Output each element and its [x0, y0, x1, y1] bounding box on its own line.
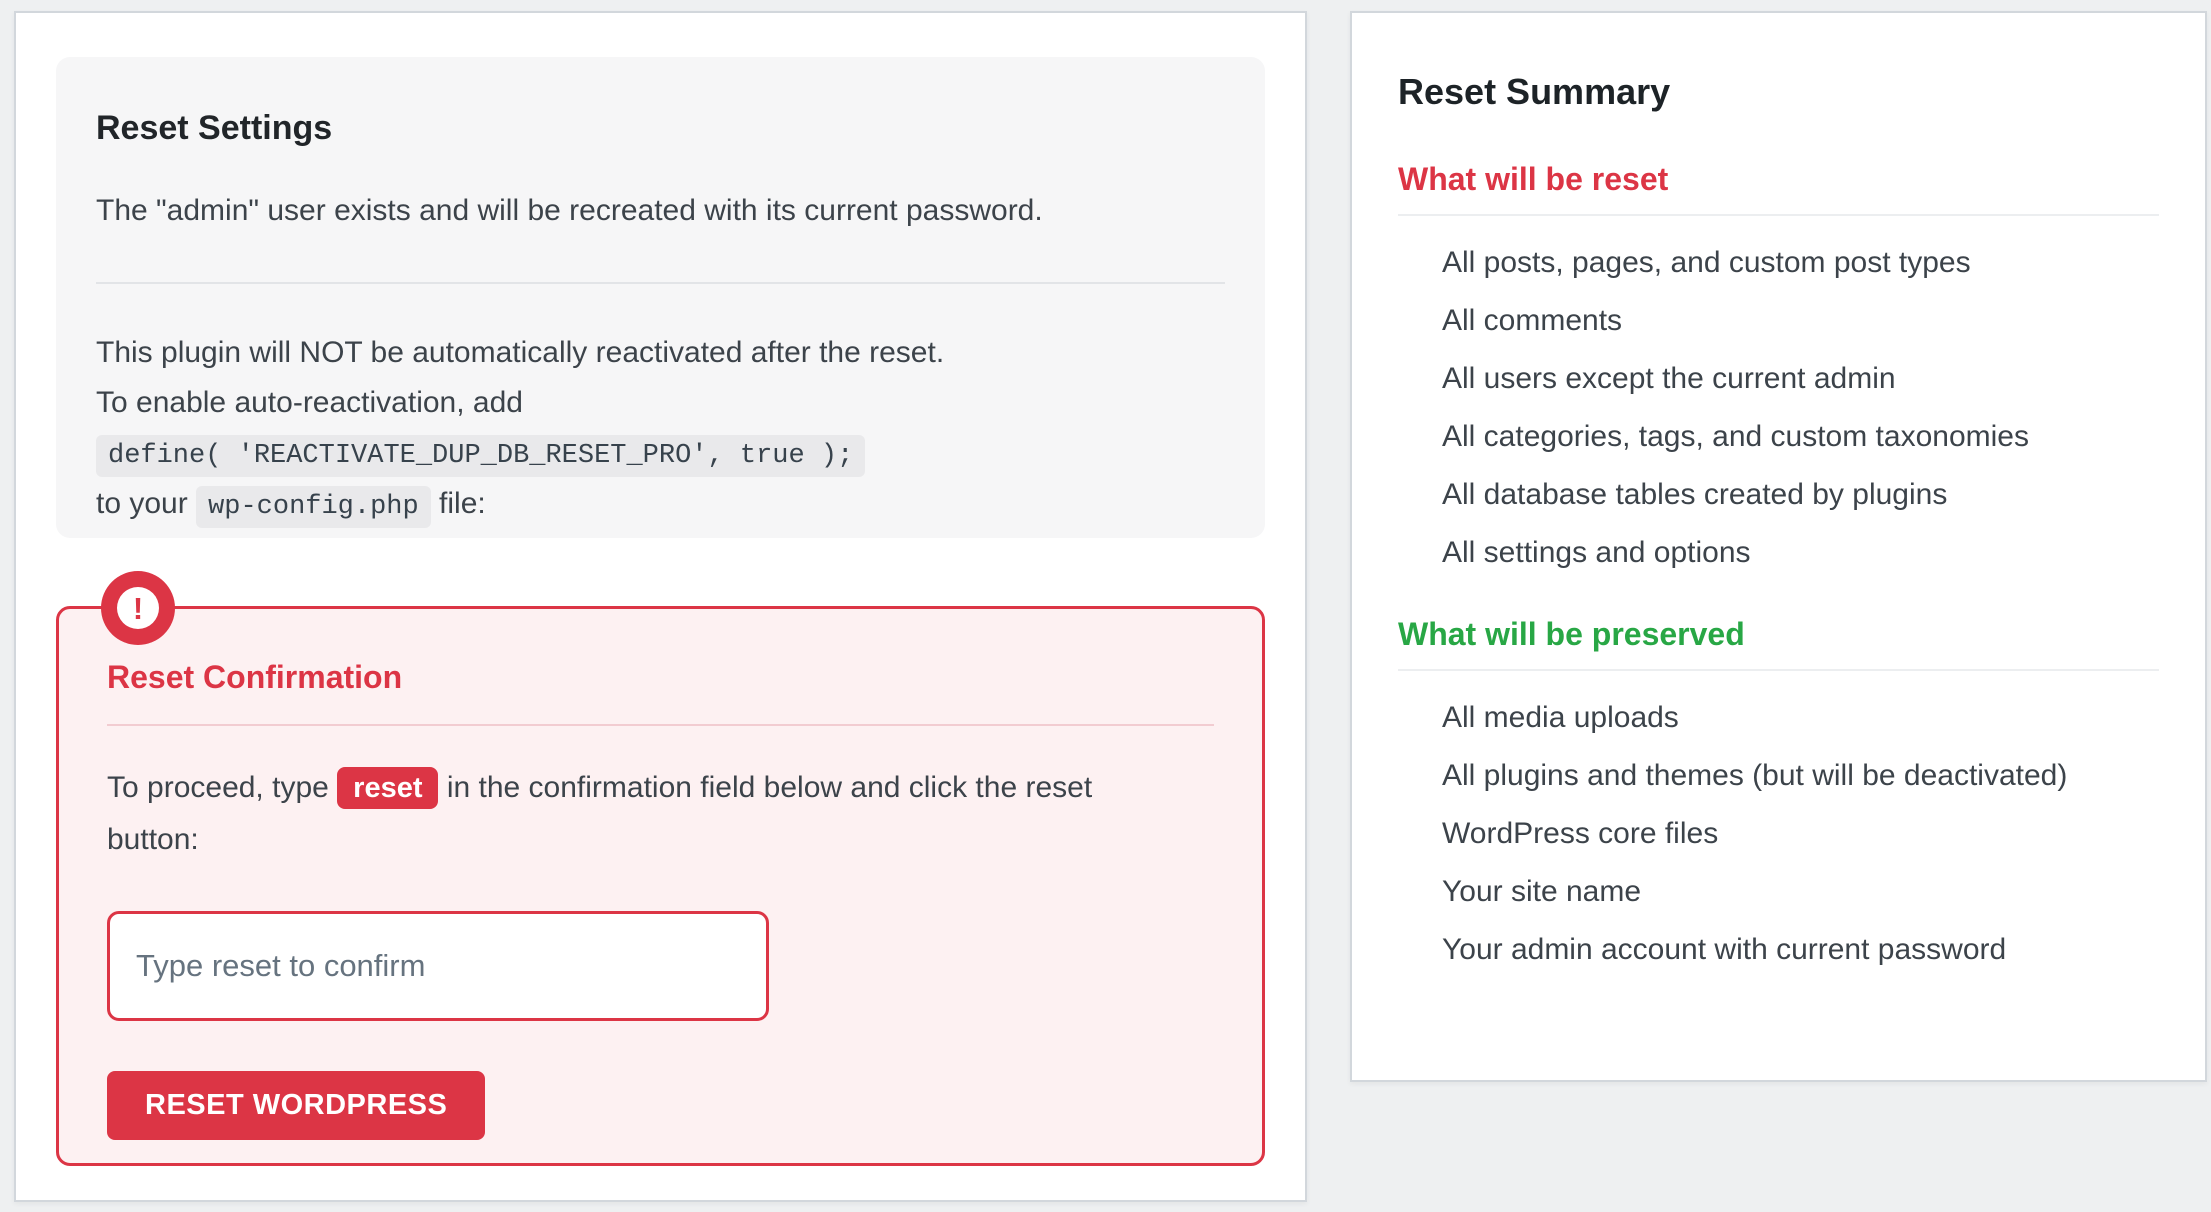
- list-item: All users except the current admin: [1442, 362, 1896, 395]
- reset-items-list: [1398, 248, 2159, 568]
- reactivation-line3-suffix: file:: [439, 487, 486, 521]
- list-item: Your admin account with current password: [1442, 933, 2007, 966]
- list-item: All database tables created by plugins: [1442, 478, 1948, 511]
- reset-confirmation-title: Reset Confirmation: [107, 659, 403, 695]
- preserved-section-divider: [1398, 669, 2159, 671]
- reset-summary-title: Reset Summary: [1398, 71, 1671, 112]
- config-file-code-chip: wp-config.php: [196, 486, 431, 528]
- reset-confirm-input[interactable]: [107, 911, 769, 1021]
- instruction-suffix: in the confirmation field below and click the reset button:: [107, 771, 1093, 856]
- confirmation-divider: [107, 724, 1214, 726]
- exclamation-glyph: !: [117, 587, 159, 629]
- reset-keyword-badge: reset: [337, 767, 438, 809]
- warning-icon: [101, 571, 175, 645]
- reactivation-note: [96, 328, 1225, 530]
- reset-confirmation-section: [56, 590, 1265, 1166]
- list-item: All posts, pages, and custom post types: [1442, 246, 1971, 279]
- reset-summary-panel: [1350, 11, 2207, 1082]
- reactivation-line1: This plugin will NOT be automatically reactivated after the reset.: [96, 336, 945, 369]
- list-item: All media uploads: [1442, 701, 1679, 734]
- what-will-be-reset-heading: What will be reset: [1398, 161, 1669, 197]
- reset-settings-title: Reset Settings: [96, 109, 333, 147]
- list-item: WordPress core files: [1442, 817, 1719, 850]
- admin-user-note: The "admin" user exists and will be recreated with its current password.: [96, 194, 1043, 227]
- reactivation-line3-prefix: to your: [96, 487, 188, 521]
- instruction-prefix: To proceed, type: [107, 771, 329, 804]
- confirmation-instruction: [107, 762, 1167, 865]
- settings-divider: [96, 282, 1225, 284]
- list-item: Your site name: [1442, 875, 1642, 908]
- reactivation-line2-prefix: To enable auto-reactivation, add: [96, 386, 523, 420]
- list-item: All plugins and themes (but will be deactivated): [1442, 759, 2068, 792]
- list-item: All settings and options: [1442, 536, 1751, 569]
- reactivation-code-chip: define( 'REACTIVATE_DUP_DB_RESET_PRO', true );: [96, 435, 865, 477]
- reset-settings-panel: [14, 11, 1307, 1202]
- what-will-be-preserved-heading: What will be preserved: [1398, 616, 1745, 652]
- reset-section-divider: [1398, 214, 2159, 216]
- reset-wordpress-button[interactable]: RESET WORDPRESS: [107, 1071, 485, 1140]
- list-item: All comments: [1442, 304, 1623, 337]
- reset-settings-section: [56, 57, 1265, 538]
- list-item: All categories, tags, and custom taxonomies: [1442, 420, 2029, 453]
- preserved-items-list: [1398, 703, 2159, 965]
